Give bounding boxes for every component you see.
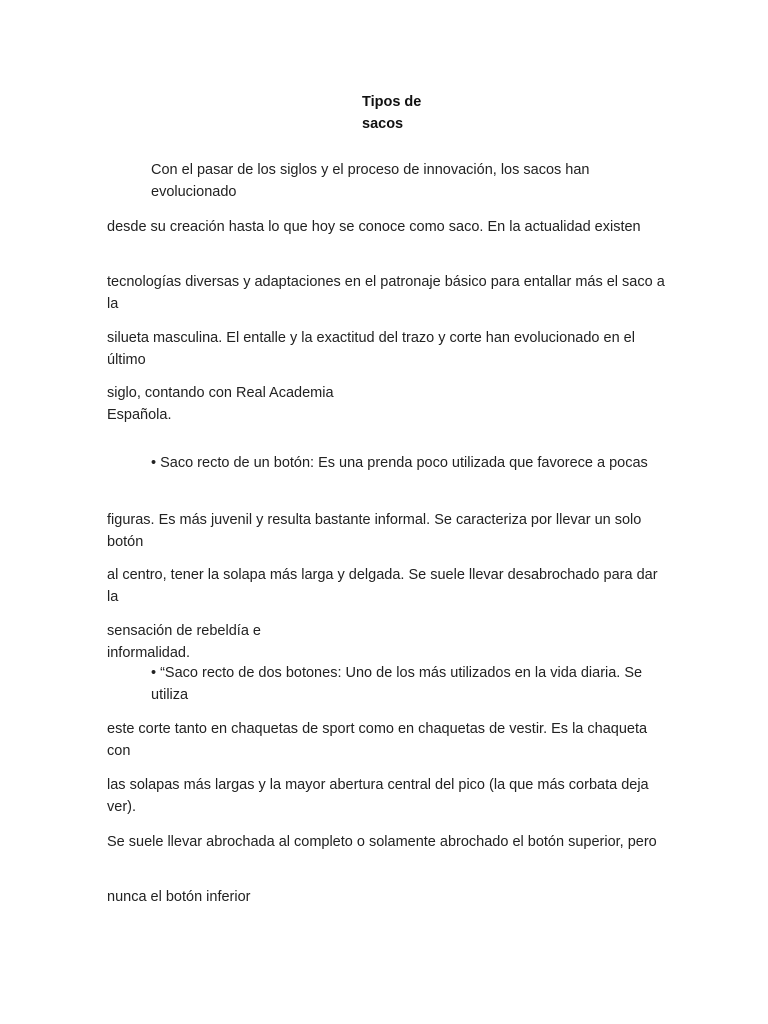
paragraph: este corte tanto en chaquetas de sport como en chaquetas de vestir. Es la chaqueta con [107, 721, 648, 759]
paragraph: sensación de rebeldía e informalidad. [107, 623, 261, 661]
bullet-paragraph: • Saco recto de un botón: Es una prenda poco utilizada que favorece a pocas [151, 455, 648, 471]
paragraph: Con el pasar de los siglos y el proceso de innovación, los sacos han evolucionado [151, 162, 590, 200]
paragraph: las solapas más largas y la mayor abertura central del pico (la que más corbata deja ver). [107, 777, 649, 815]
paragraph: al centro, tener la solapa más larga y delgada. Se suele llevar desabrochado para dar la [107, 567, 658, 605]
paragraph: tecnologías diversas y adaptaciones en el patronaje básico para entallar más el saco a la [107, 274, 665, 312]
bullet-paragraph: • “Saco recto de dos botones: Uno de los más utilizados en la vida diaria. Se utiliza [151, 665, 643, 703]
paragraph: siglo, contando con Real Academia Española. [107, 385, 334, 423]
paragraph: Se suele llevar abrochada al completo o solamente abrochado el botón superior, pero [107, 834, 657, 850]
title-line: Tipos de [362, 94, 422, 110]
paragraph: nunca el botón inferior [107, 889, 251, 905]
paragraph: desde su creación hasta lo que hoy se conoce como saco. En la actualidad existen [107, 219, 641, 235]
paragraph: silueta masculina. El entalle y la exactitud del trazo y corte han evolucionado en el último [107, 330, 635, 368]
document-title [362, 92, 452, 135]
title-line: sacos [362, 115, 404, 132]
paragraph: figuras. Es más juvenil y resulta bastante informal. Se caracteriza por llevar un solo botón [107, 512, 642, 550]
